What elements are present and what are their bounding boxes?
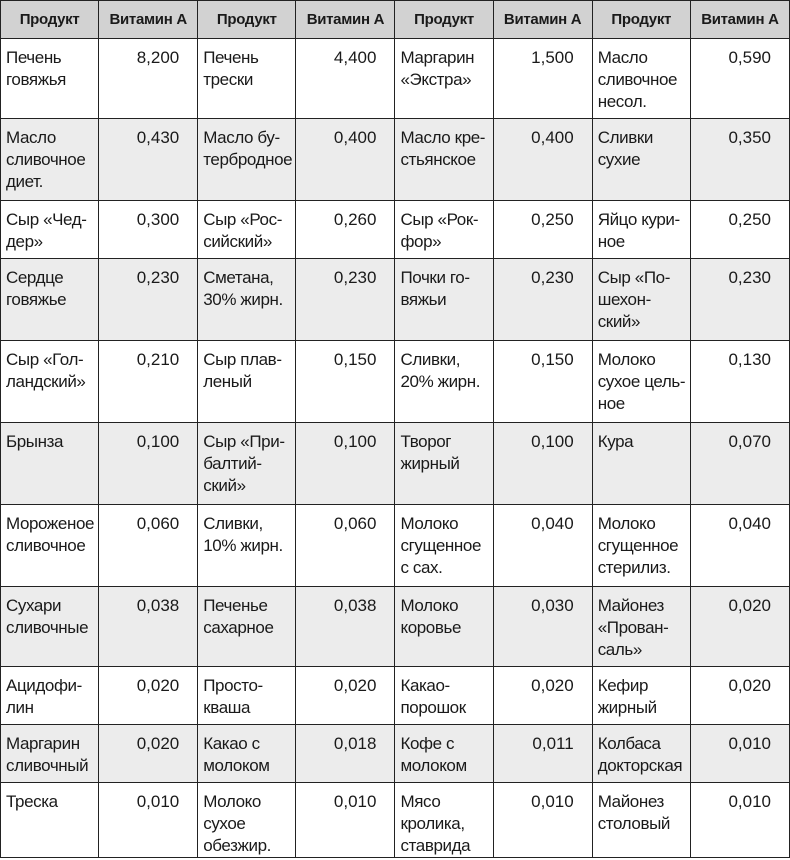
product-cell: Масло сливочное диет. [1, 119, 99, 201]
product-cell: Кофе с молоком [395, 725, 493, 783]
table-row [1, 505, 790, 587]
product-cell: Маргарин сливочный [1, 725, 99, 783]
product-cell: Какао- порошок [395, 667, 493, 725]
product-cell: Сыр «Рос- сийский» [198, 201, 296, 259]
vitamin-a-cell: 0,250 [493, 201, 592, 259]
vitamin-a-cell: 0,300 [99, 201, 198, 259]
product-cell: Масло сливочное несол. [592, 39, 690, 119]
product-cell: Мясо кролика, ставрида [395, 783, 493, 858]
product-cell: Печень трески [198, 39, 296, 119]
product-cell: Сыр «Рок- фор» [395, 201, 493, 259]
header-vitamin-a: Витамин А [690, 1, 789, 39]
vitamin-a-cell: 0,020 [493, 667, 592, 725]
product-cell: Молоко коровье [395, 587, 493, 667]
table-row [1, 119, 790, 201]
product-cell: Сыр плав- леный [198, 341, 296, 423]
vitamin-a-cell: 0,038 [99, 587, 198, 667]
vitamin-a-cell: 0,060 [99, 505, 198, 587]
product-cell: Сыр «При- балтий- ский» [198, 423, 296, 505]
product-cell: Печень говяжья [1, 39, 99, 119]
product-cell: Сливки сухие [592, 119, 690, 201]
vitamin-a-cell: 0,230 [493, 259, 592, 341]
vitamin-a-cell: 0,020 [690, 667, 789, 725]
vitamin-a-cell: 0,230 [99, 259, 198, 341]
header-product: Продукт [592, 1, 690, 39]
product-cell: Мороженое сливочное [1, 505, 99, 587]
header-vitamin-a: Витамин А [99, 1, 198, 39]
vitamin-a-cell: 0,030 [493, 587, 592, 667]
product-cell: Колбаса докторская [592, 725, 690, 783]
product-cell: Молоко сухое обезжир. [198, 783, 296, 858]
vitamin-a-cell: 0,040 [690, 505, 789, 587]
table-row [1, 783, 790, 858]
vitamin-a-cell: 0,210 [99, 341, 198, 423]
product-cell: Ацидофи- лин [1, 667, 99, 725]
vitamin-a-cell: 0,020 [99, 667, 198, 725]
product-cell: Масло бу- тербродное [198, 119, 296, 201]
vitamin-a-cell: 0,070 [690, 423, 789, 505]
product-cell: Масло кре- стьянское [395, 119, 493, 201]
table-body [1, 39, 790, 858]
header-vitamin-a: Витамин А [493, 1, 592, 39]
product-cell: Печенье сахарное [198, 587, 296, 667]
product-cell: Сыр «Гол- ландский» [1, 341, 99, 423]
product-cell: Сметана, 30% жирн. [198, 259, 296, 341]
table-row [1, 725, 790, 783]
product-cell: Молоко сгущенное стерилиз. [592, 505, 690, 587]
table-row [1, 423, 790, 505]
vitamin-a-cell: 0,150 [493, 341, 592, 423]
vitamin-a-cell: 0,400 [296, 119, 395, 201]
product-cell: Сливки, 20% жирн. [395, 341, 493, 423]
vitamin-a-cell: 0,020 [99, 725, 198, 783]
product-cell: Майонез «Прован- саль» [592, 587, 690, 667]
vitamin-a-cell: 0,010 [690, 783, 789, 858]
product-cell: Брынза [1, 423, 99, 505]
header-vitamin-a: Витамин А [296, 1, 395, 39]
vitamin-a-cell: 1,500 [493, 39, 592, 119]
vitamin-a-cell: 0,011 [493, 725, 592, 783]
product-cell: Кефир жирный [592, 667, 690, 725]
product-cell: Почки го- вяжьи [395, 259, 493, 341]
table-row [1, 201, 790, 259]
header-product: Продукт [198, 1, 296, 39]
vitamin-a-cell: 0,350 [690, 119, 789, 201]
vitamin-a-cell: 0,230 [296, 259, 395, 341]
product-cell: Просто- кваша [198, 667, 296, 725]
header-product: Продукт [1, 1, 99, 39]
product-cell: Сыр «Чед- дер» [1, 201, 99, 259]
header-product: Продукт [395, 1, 493, 39]
vitamin-a-cell: 0,260 [296, 201, 395, 259]
table-row [1, 259, 790, 341]
table-row [1, 667, 790, 725]
vitamin-a-cell: 0,100 [296, 423, 395, 505]
product-cell: Какао с молоком [198, 725, 296, 783]
vitamin-a-cell: 0,100 [99, 423, 198, 505]
vitamin-a-cell: 0,400 [493, 119, 592, 201]
vitamin-a-cell: 0,230 [690, 259, 789, 341]
vitamin-a-cell: 8,200 [99, 39, 198, 119]
product-cell: Сердце говяжье [1, 259, 99, 341]
vitamin-a-cell: 0,430 [99, 119, 198, 201]
vitamin-a-cell: 0,130 [690, 341, 789, 423]
vitamin-a-cell: 0,590 [690, 39, 789, 119]
product-cell: Молоко сгущенное с сах. [395, 505, 493, 587]
product-cell: Треска [1, 783, 99, 858]
product-cell: Майонез столовый [592, 783, 690, 858]
product-cell: Сыр «По- шехон- ский» [592, 259, 690, 341]
product-cell: Кура [592, 423, 690, 505]
product-cell: Сухари сливочные [1, 587, 99, 667]
vitamin-a-cell: 0,010 [296, 783, 395, 858]
vitamin-a-cell: 0,020 [690, 587, 789, 667]
vitamin-a-cell: 0,020 [296, 667, 395, 725]
vitamin-a-cell: 0,250 [690, 201, 789, 259]
vitamin-a-cell: 0,040 [493, 505, 592, 587]
product-cell: Яйцо кури- ное [592, 201, 690, 259]
product-cell: Молоко сухое цель- ное [592, 341, 690, 423]
vitamin-a-cell: 4,400 [296, 39, 395, 119]
table-row [1, 587, 790, 667]
vitamin-a-cell: 0,018 [296, 725, 395, 783]
vitamin-a-cell: 0,150 [296, 341, 395, 423]
vitamin-a-cell: 0,010 [690, 725, 789, 783]
table-row [1, 39, 790, 119]
product-cell: Маргарин «Экстра» [395, 39, 493, 119]
product-cell: Творог жирный [395, 423, 493, 505]
vitamin-a-cell: 0,038 [296, 587, 395, 667]
vitamin-a-cell: 0,060 [296, 505, 395, 587]
vitamin-a-cell: 0,010 [99, 783, 198, 858]
product-cell: Сливки, 10% жирн. [198, 505, 296, 587]
vitamin-a-cell: 0,010 [493, 783, 592, 858]
table-header [1, 1, 790, 39]
table-row [1, 341, 790, 423]
vitamin-a-cell: 0,100 [493, 423, 592, 505]
